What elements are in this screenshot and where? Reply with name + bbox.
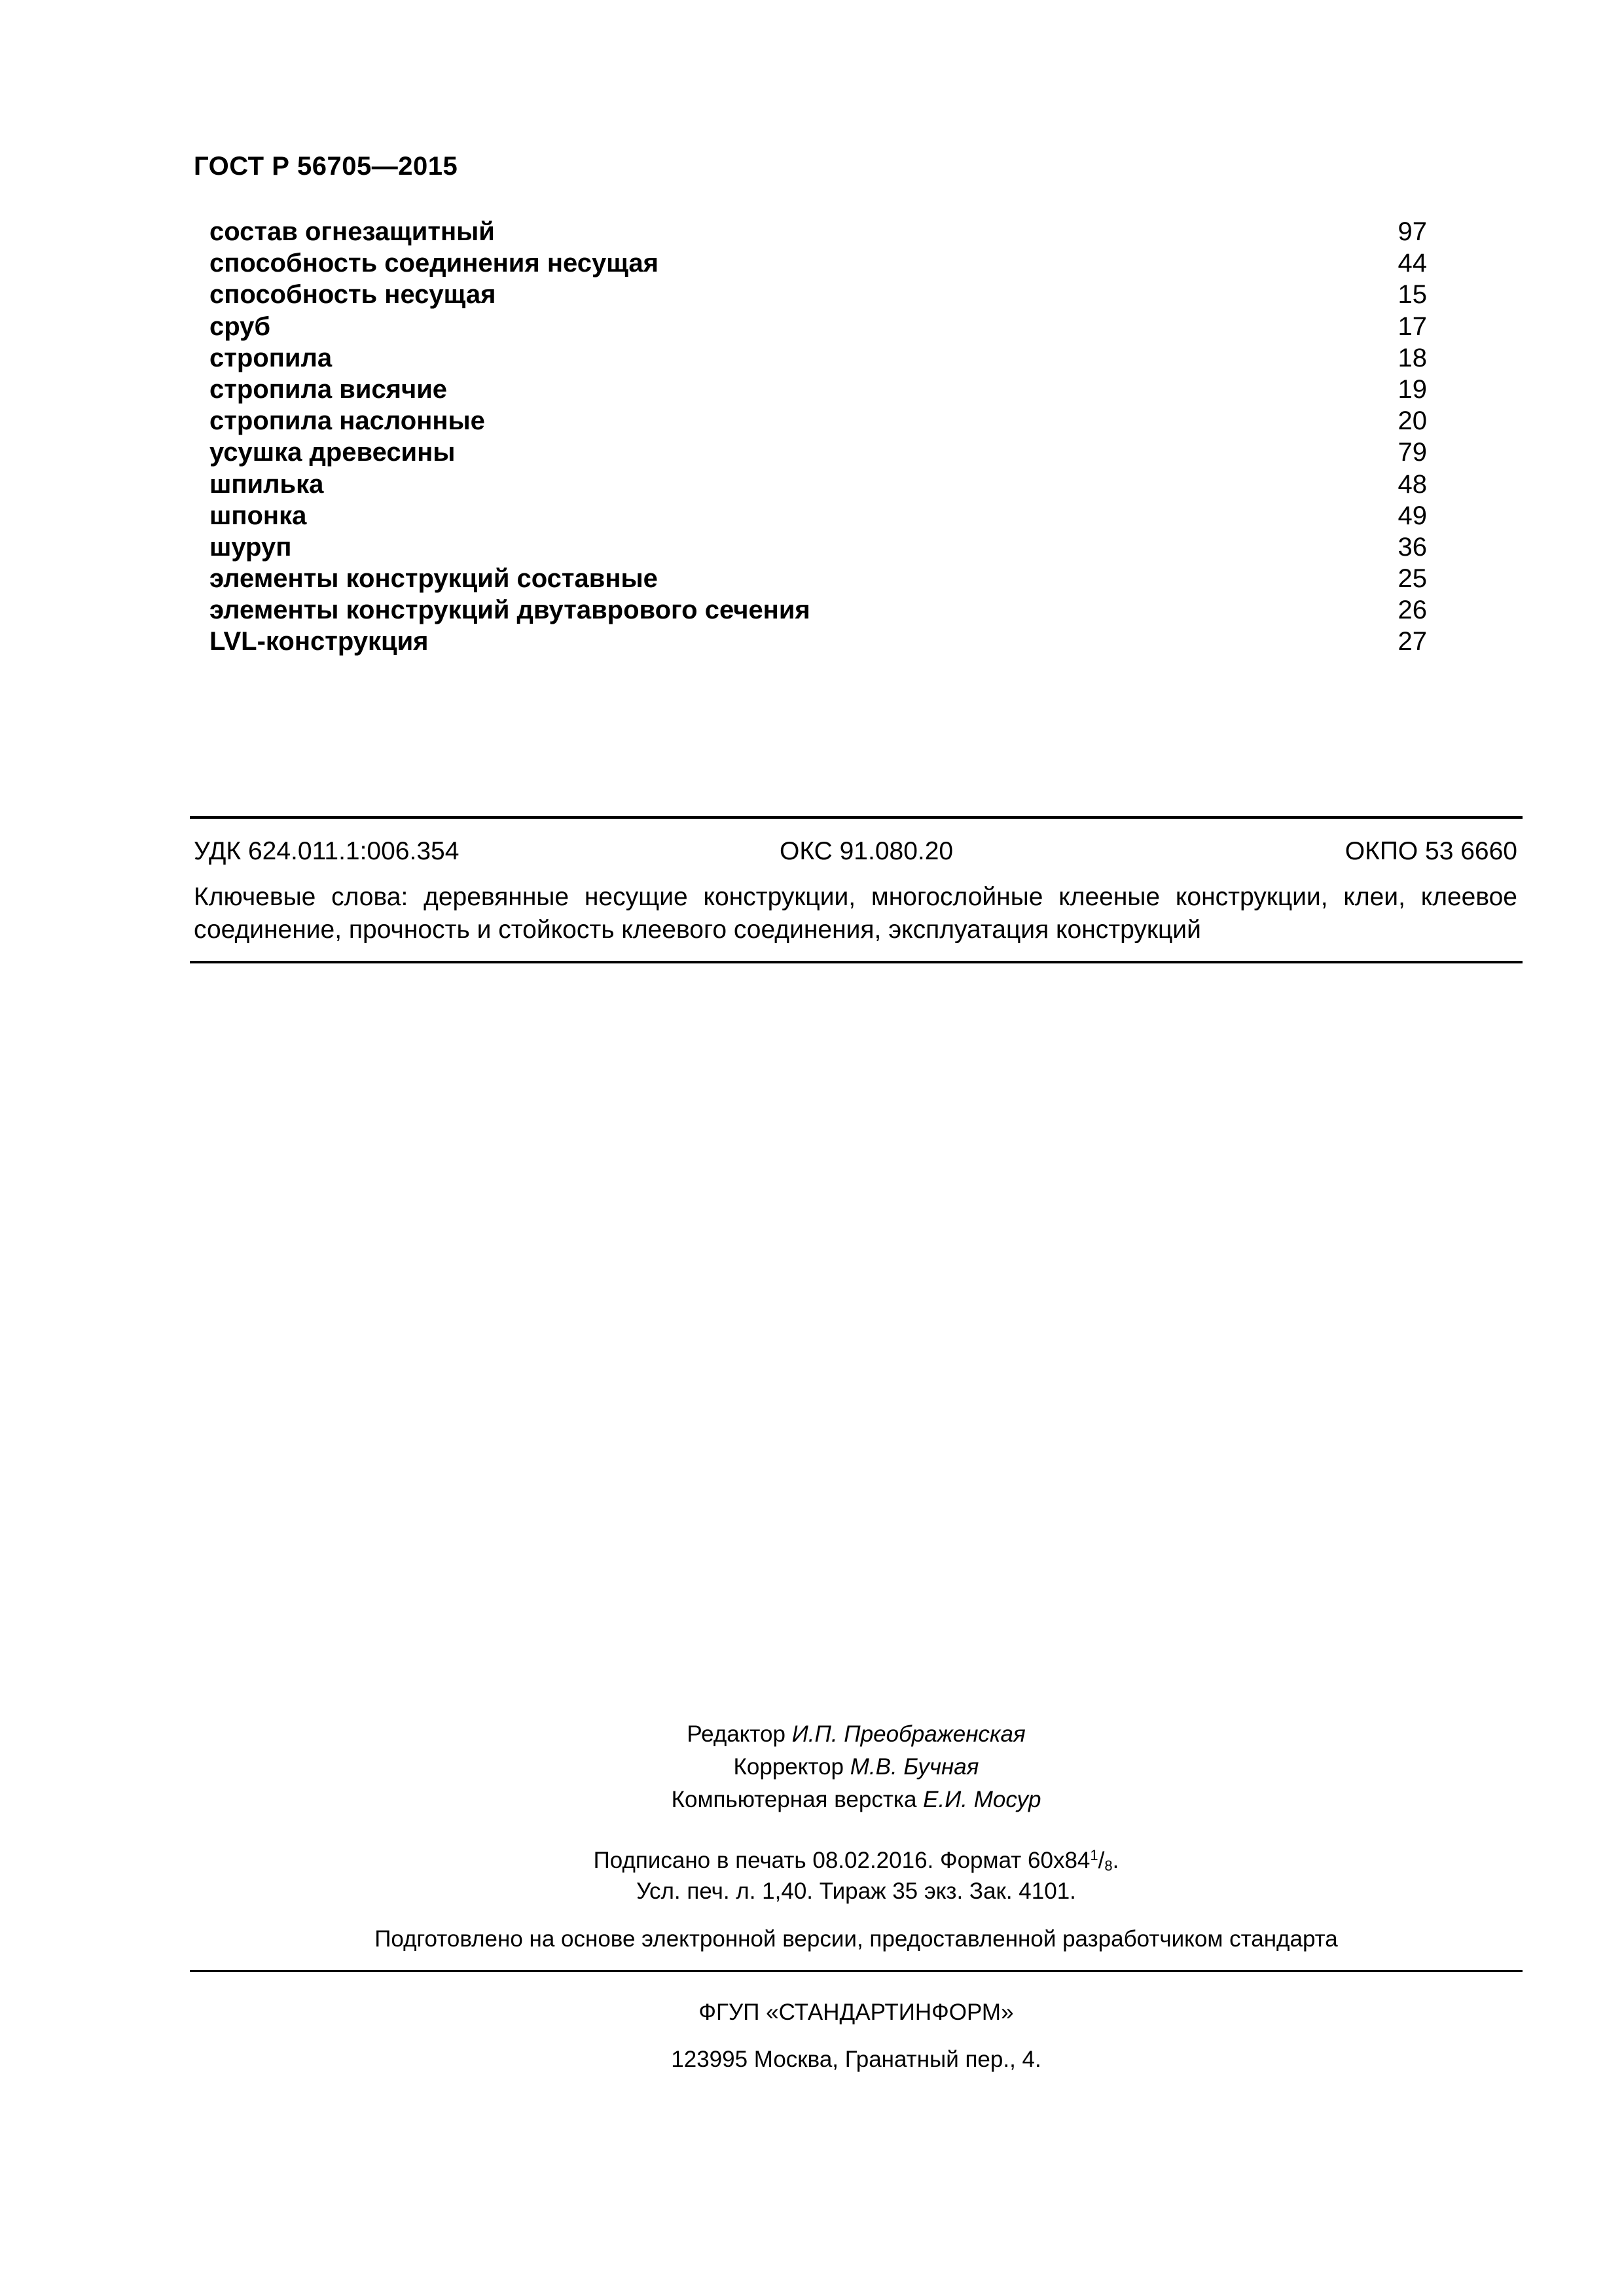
index-term: усушка древесины: [209, 438, 456, 467]
format-numerator: 1: [1090, 1847, 1098, 1863]
index-term: стропила наслонные: [209, 406, 485, 436]
index-entry: [209, 279, 1427, 310]
index-entry: [209, 374, 1427, 405]
corrector-label: Корректор: [733, 1754, 850, 1780]
index-term: стропила висячие: [209, 374, 448, 404]
index-entry: [209, 594, 1427, 626]
index-page-number: 18: [1398, 343, 1427, 372]
classification-codes: [194, 835, 1517, 868]
index-term: шпонка: [209, 501, 307, 530]
index-term: LVL-конструкция: [209, 627, 429, 656]
prepared-note: Подготовлено на основе электронной версии, предоставленной разработчиком стандарта: [374, 1926, 1338, 1952]
imprint-divider: [190, 1970, 1523, 1972]
index-page-number: 79: [1398, 438, 1427, 467]
editor-line: [190, 1718, 1523, 1751]
index-entry: [209, 311, 1427, 342]
index-entry: [209, 405, 1427, 437]
top-divider: [190, 816, 1523, 819]
index-entry: [209, 469, 1427, 500]
layout-label: Компьютерная верстка: [671, 1787, 924, 1812]
udk-code: УДК 624.011.1:006.354: [194, 837, 460, 865]
index-page-number: 44: [1398, 249, 1427, 278]
corrector-name: М.В. Бучная: [850, 1754, 979, 1780]
index-page-number: 48: [1398, 469, 1427, 499]
index-page-number: 17: [1398, 312, 1427, 341]
index-page-number: 49: [1398, 501, 1427, 530]
publisher-address: 123995 Москва, Гранатный пер., 4.: [671, 2047, 1041, 2072]
keywords-paragraph: Ключевые слова: деревянные несущие конструкции, многослойные клееные конструкции, клеи, клеевое соединение, прочность и стойкость клеевого соединения, эксплуатация конструкций: [194, 883, 1517, 944]
index-term: состав огнезащитный: [209, 217, 495, 246]
index-term: способность несущая: [209, 280, 496, 310]
index-term: сруб: [209, 312, 271, 341]
index-term: элементы конструкций составные: [209, 564, 658, 594]
index-entry: [209, 437, 1427, 468]
okpo-code: ОКПО 53 6660: [1344, 837, 1517, 865]
index-term: стропила: [209, 343, 333, 372]
index-page-number: 26: [1398, 596, 1427, 625]
index-entry: [209, 247, 1427, 279]
signed-line: Подписано в печать 08.02.2016. Формат $60х84^1/_8$.: [593, 1847, 1119, 1874]
index-entry: [209, 626, 1427, 657]
index-page-number: 19: [1398, 374, 1427, 404]
index-entry: [209, 531, 1427, 563]
editor-name: И.П. Преображенская: [791, 1721, 1026, 1747]
index-page-number: 36: [1398, 532, 1427, 562]
editor-label: Редактор: [687, 1721, 792, 1747]
keywords-bottom-divider: [190, 961, 1523, 963]
index-term: элементы конструкций двутаврового сечения: [209, 596, 810, 625]
signed-text: Подписано в печать 08.02.2016. Формат 60х84: [593, 1848, 1091, 1873]
publisher-name: ФГУП «СТАНДАРТИНФОРМ»: [698, 2000, 1014, 2025]
print-info-line: Усл. печ. л. 1,40. Тираж 35 экз. Зак. 4101.: [636, 1878, 1076, 1904]
alphabetical-index: [209, 216, 1427, 658]
index-page-number: 25: [1398, 564, 1427, 594]
oks-code: ОКС 91.080.20: [780, 837, 954, 865]
format-denominator: 8: [1104, 1857, 1113, 1874]
format-end: .: [1112, 1848, 1119, 1873]
index-page-number: 15: [1398, 280, 1427, 310]
index-entry: [209, 500, 1427, 531]
index-term: способность соединения несущая: [209, 249, 659, 278]
layout-name: Е.И. Мосур: [923, 1787, 1041, 1812]
document-number: ГОСТ Р 56705—2015: [194, 152, 458, 181]
index-entry: [209, 342, 1427, 374]
index-entry: [209, 563, 1427, 594]
index-term: шуруп: [209, 532, 292, 562]
index-term: шпилька: [209, 469, 324, 499]
index-page-number: 20: [1398, 406, 1427, 436]
index-entry: [209, 216, 1427, 247]
index-page-number: 27: [1398, 627, 1427, 656]
layout-line: [190, 1784, 1523, 1816]
index-page-number: 97: [1398, 217, 1427, 246]
corrector-line: [190, 1751, 1523, 1784]
